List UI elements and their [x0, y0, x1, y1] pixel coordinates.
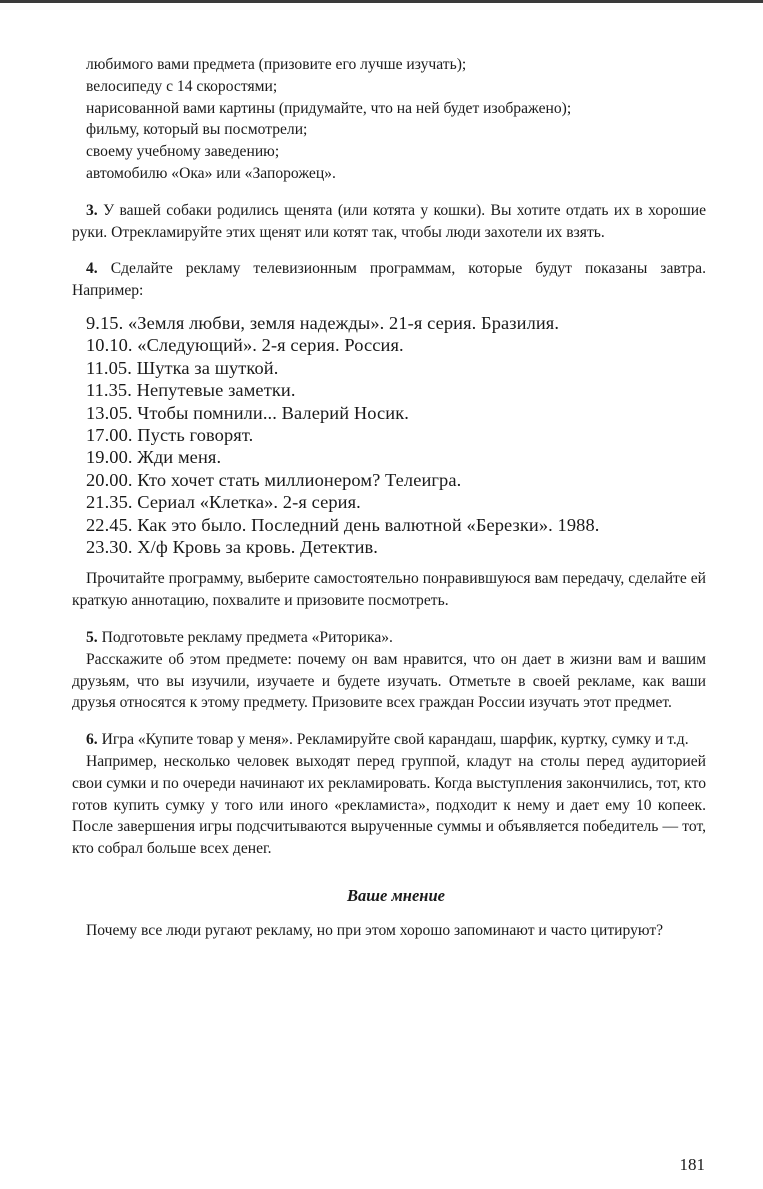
tv-program-item: 23.30. Х/ф Кровь за кровь. Детектив.	[86, 537, 379, 558]
task-text: Игра «Купите товар у меня». Рекламируйте свой карандаш, шарфик, куртку, сумку и т.д.	[101, 731, 689, 749]
tv-program-item: 17.00. Пусть говорят.	[86, 425, 254, 445]
tv-program-item: 11.35. Непутевые заметки.	[86, 380, 296, 401]
tv-program-item: 10.10. «Следующий». 2-я серия. Россия.	[86, 335, 404, 356]
tv-program-item: 22.45. Как это было. Последний день валютной «Березки». 1988.	[86, 514, 600, 535]
section-question: Почему все люди ругают рекламу, но при этом хорошо запоминают и часто цитируют?	[86, 922, 664, 939]
page-content	[72, 54, 706, 942]
list-item: нарисованной вами картины (придумайте, что на ней будет изображено);	[86, 99, 572, 117]
section-heading: Ваше мнение	[347, 886, 445, 905]
task-number: 4.	[86, 260, 98, 278]
task-number: 3.	[86, 201, 98, 219]
tv-program-item: 21.35. Сериал «Клетка». 2-я серия.	[86, 492, 361, 513]
list-item: автомобилю «Ока» или «Запорожец».	[86, 164, 336, 182]
task-text: Подготовьте рекламу предмета «Риторика».	[101, 629, 393, 647]
task-5	[72, 627, 706, 649]
task-3	[72, 200, 706, 244]
task-5-details: Расскажите об этом предмете: почему он вам нравится, что он дает в жизни вам и вашим друзьям, что вы изучили, изучаете и будете изучать. Отметьте в своей рекламе, как ваши друзья относятся к этому предмету. Призовите всех граждан России изучать этот предмет.	[72, 650, 706, 712]
tv-program-item: 19.00. Жди меня.	[86, 447, 222, 468]
list-item: своему учебному заведению;	[86, 143, 280, 161]
list-item: велосипеду с 14 скоростями;	[86, 77, 278, 95]
task-6-details: Например, несколько человек выходят перед группой, кладут на столы перед аудиторией свои сумки и по очереди начинают их рекламировать. Когда выступления закончились, тот, кто готов купить сумку у того или иного «рекламиста», подходит к нему и дает ему 10 копеек. После завершения игры подсчитываются вырученные суммы и объявляется победитель — тот, кто собрал больше всех денег.	[72, 753, 706, 858]
list-item: фильму, который вы посмотрели;	[86, 121, 308, 139]
tv-program-list	[86, 312, 706, 558]
tv-program-item: 20.00. Кто хочет стать миллионером? Телеигра.	[86, 469, 462, 490]
tv-program-item: 9.15. «Земля любви, земля надежды». 21-я серия. Бразилия.	[86, 312, 560, 333]
task-number: 5.	[86, 629, 98, 647]
task-6	[72, 729, 706, 751]
task-text: У вашей собаки родились щенята (или котята у кошки). Вы хотите отдать их в хорошие руки. Отрекламируйте этих щенят или котят так, чтобы люди захотели их взять.	[72, 201, 706, 241]
tv-program-item: 11.05. Шутка за шуткой.	[86, 357, 279, 378]
task-number: 6.	[86, 731, 98, 749]
list-item: любимого вами предмета (призовите его лучше изучать);	[86, 56, 467, 73]
task-4-instructions: Прочитайте программу, выберите самостоятельно понравившуюся вам передачу, сделайте ей краткую аннотацию, похвалите и призовите посмотреть.	[72, 570, 706, 610]
intro-list	[86, 54, 706, 185]
task-4	[72, 258, 706, 302]
page-number: 181	[679, 1155, 705, 1174]
tv-program-item: 13.05. Чтобы помнили... Валерий Носик.	[86, 402, 409, 423]
task-text: Сделайте рекламу телевизионным программам, которые будут показаны завтра. Например:	[72, 260, 706, 300]
page-top-edge	[0, 0, 763, 3]
